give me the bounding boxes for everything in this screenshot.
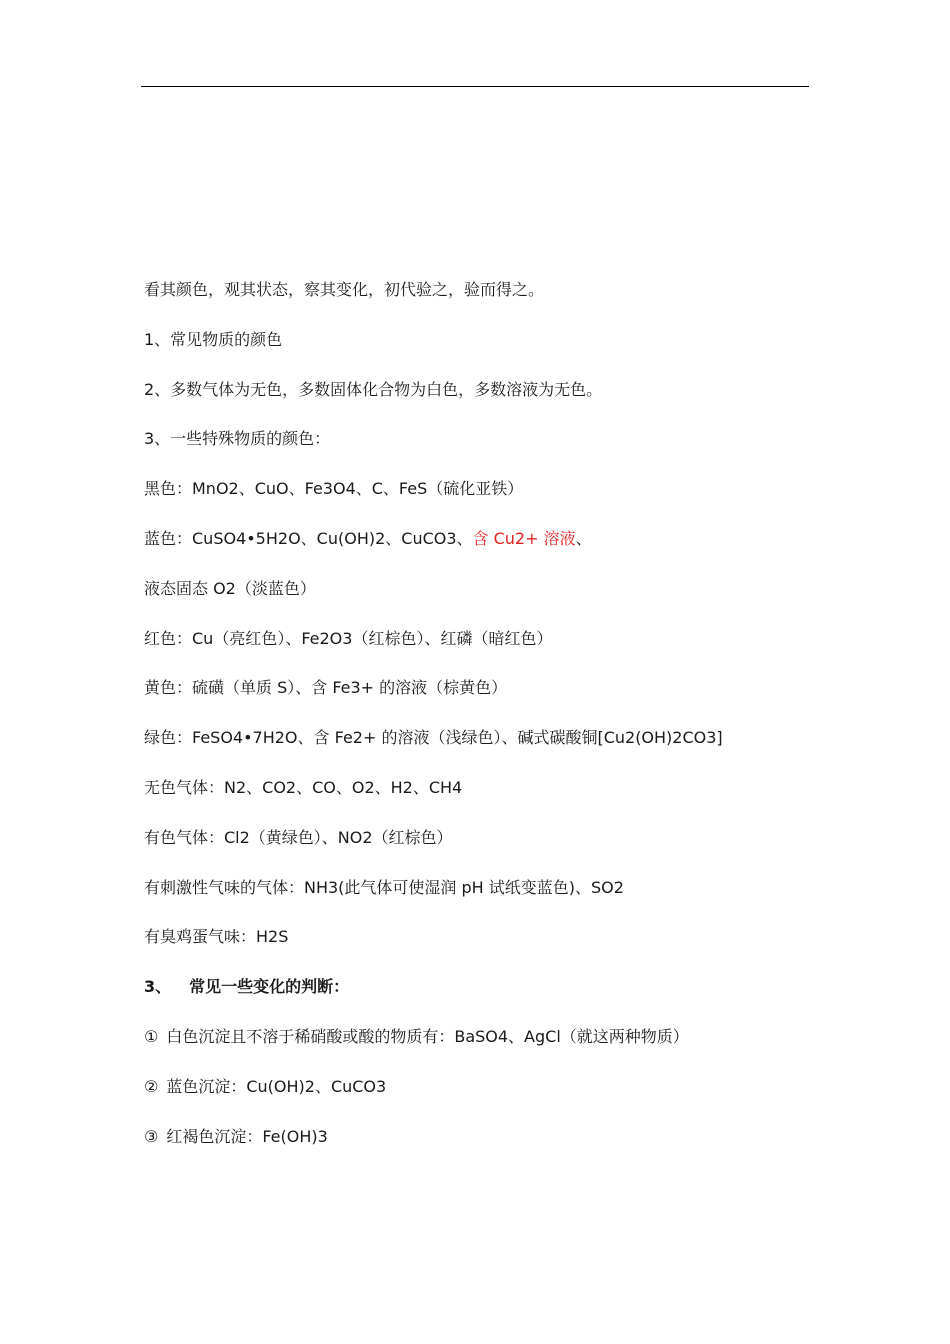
blue-substances	[144, 527, 834, 551]
document-body	[144, 278, 834, 1174]
pungent-gases: 有刺激性气味的气体：NH3(此气体可使湿润 pH 试纸变蓝色)、SO2	[144, 877, 624, 897]
item-2: 2、多数气体为无色，多数固体化合物为白色，多数溶液为无色。	[144, 379, 603, 399]
red-substances: 红色：Cu（亮红色）、Fe2O3（红棕色）、红磷（暗红色）	[144, 628, 553, 648]
item-3: 3、一些特殊物质的颜色：	[144, 429, 331, 449]
intro-text: 看其颜色，观其状态，察其变化，初代验之，验而得之。	[144, 280, 545, 299]
judgement-item	[144, 1075, 834, 1099]
colored-gases: 有色气体：Cl2（黄绿色）、NO2（红棕色）	[144, 827, 453, 847]
judgement-mark: ②	[144, 1076, 159, 1096]
judgement-text: 红褐色沉淀：Fe(OH)3	[166, 1126, 328, 1146]
green-substances: 绿色：FeSO4•7H2O、含 Fe2+ 的溶液（浅绿色）、碱式碳酸铜[Cu2(OH)2CO3]	[144, 728, 723, 748]
section-3-heading	[144, 975, 834, 999]
section-3-number: 3、	[144, 977, 172, 997]
item-1: 1、常见物质的颜色	[144, 329, 283, 349]
colorless-gases: 无色气体：N2、CO2、CO、O2、H2、CH4	[144, 777, 463, 797]
blue-highlight: 含 Cu2+ 溶液	[472, 528, 576, 548]
rotten-egg-gas: 有臭鸡蛋气味：H2S	[144, 927, 289, 947]
yellow-substances: 黄色：硫磺（单质 S）、含 Fe3+ 的溶液（棕黄色）	[144, 678, 508, 698]
blue-prefix: 蓝色：CuSO4•5H2O、Cu(OH)2、CuCO3、	[144, 528, 473, 548]
section-3-title: 常见一些变化的判断：	[189, 977, 350, 997]
judgement-text: 蓝色沉淀：Cu(OH)2、CuCO3	[166, 1076, 387, 1096]
judgement-item	[144, 1125, 834, 1149]
judgement-mark: ①	[144, 1026, 159, 1046]
black-substances: 黑色：MnO2、CuO、Fe3O4、C、FeS（硫化亚铁）	[144, 479, 524, 499]
judgement-text: 白色沉淀且不溶于稀硝酸或酸的物质有：BaSO4、AgCl（就这两种物质）	[166, 1026, 689, 1046]
header-rule	[141, 86, 809, 87]
judgement-item	[144, 1025, 834, 1049]
blue-suffix: 、	[575, 528, 592, 548]
judgement-mark: ③	[144, 1126, 159, 1146]
blue-substances-cont: 液态固态 O2（淡蓝色）	[144, 578, 316, 598]
